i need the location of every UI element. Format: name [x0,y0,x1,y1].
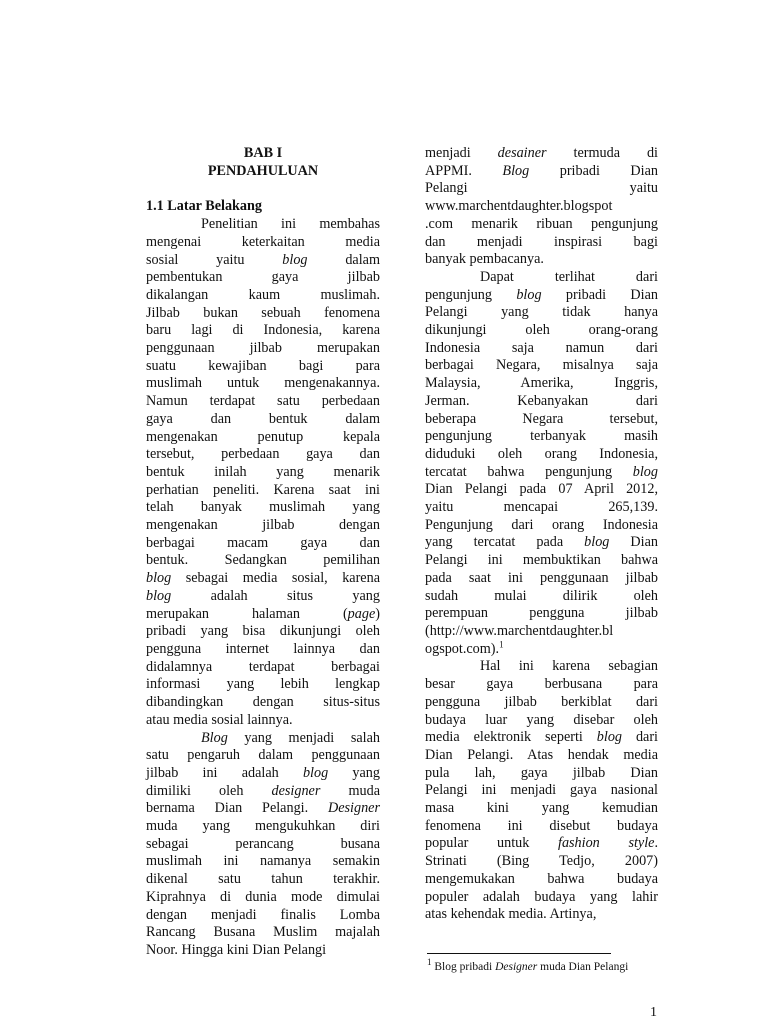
text-line [425,747,658,765]
text-line [146,907,380,925]
text-run: pula lah, gaya jilbab Dian [425,764,658,781]
text-run: Hal ini karena sebagian [480,658,658,675]
italic-text-run: Blog [201,729,228,746]
text-run: bentuk. Sedangkan pemilihan [146,552,380,569]
text-line [146,535,380,553]
text-line [425,818,658,836]
text-run: Pelangi yaitu [425,180,658,197]
text-run: diduduki oleh orang Indonesia, [425,445,658,462]
text-run: merupakan halaman ( [146,605,348,622]
text-run: sosial yaitu [146,251,283,268]
text-line [146,499,380,517]
italic-text-run: blog [516,286,542,303]
text-line [146,570,380,588]
text-line [146,694,380,712]
text-run: muda yang mengukuhkan diri [146,818,380,835]
right-column [425,145,658,924]
text-run: Dian [609,534,658,551]
text-run: pribadi Dian [541,286,658,303]
text-run: sudah mulai dilirik oleh [425,587,658,604]
footnote-text-after: muda Dian Pelangi [537,961,629,973]
italic-text-run: blog [146,570,172,587]
text-line [425,871,658,889]
text-line [425,712,658,730]
text-line [425,145,658,163]
chapter-title: PENDAHULUAN [207,162,319,179]
text-run: yang menjadi salah [227,729,380,746]
text-run: informasi yang lebih lengkap [146,676,380,693]
text-line [146,853,380,871]
text-run: www.marchentdaughter.blogspot [425,198,613,215]
text-line [425,251,658,269]
text-run: ) [375,605,380,622]
text-line [425,782,658,800]
text-run: perhatian peneliti. Karena saat ini [146,481,380,498]
text-run: Dapat terlihat dari [480,268,658,285]
footnote-text-before: Blog pribadi [434,961,496,973]
text-run: Dian Pelangi pada 07 April 2012, [425,481,658,498]
text-line [146,429,380,447]
footnote-separator [427,953,611,954]
text-run: Noor. Hingga kini Dian Pelangi [146,941,327,958]
text-line [425,269,658,287]
text-line [425,605,658,623]
text-line [146,588,380,606]
text-run: Kiprahnya di dunia mode dimulai [146,888,380,905]
text-line [146,234,380,252]
text-line [146,482,380,500]
text-run: atas kehendak media. Artinya, [425,906,597,923]
text-line [146,924,380,942]
text-run: Jerman. Kebanyakan dari [425,392,658,409]
italic-text-run: page [347,605,376,622]
text-run: dimiliki oleh [146,782,272,799]
text-run: sebagai perancang busana [146,835,380,852]
text-run: besar gaya berbusana para [425,676,658,693]
text-run: gaya dan bentuk dalam [146,410,380,427]
text-line [146,358,380,376]
text-line [146,340,380,358]
text-line [425,765,658,783]
text-run: Strinati (Bing Tedjo, 2007) [425,853,658,870]
text-run: berbagai Negara, misalnya saja [425,357,658,374]
text-line [425,552,658,570]
text-line [146,393,380,411]
text-run: Namun terdapat satu perbedaan [146,393,380,410]
text-line [146,305,380,323]
text-run: populer adalah budaya yang lahir [425,888,658,905]
text-line [425,411,658,429]
text-line [146,517,380,535]
text-line [146,375,380,393]
text-line [425,393,658,411]
text-line [425,446,658,464]
text-run: pada saat ini penggunaan jilbab [425,569,658,586]
text-line [425,676,658,694]
text-line [425,481,658,499]
text-line [146,942,380,960]
text-line [425,216,658,234]
text-run: mengenakan jilbab dengan [146,517,380,534]
text-run: Pelangi ini membuktikan bahwa [425,552,658,569]
text-run: masa kini yang kemudian [425,800,658,817]
text-run: Pelangi yang tidak hanya [425,304,658,321]
text-line [146,322,380,340]
text-line [146,800,380,818]
text-run: pengguna internet lainnya dan [146,640,380,657]
text-run: sebagai media sosial, karena [171,570,380,587]
italic-text-run: blog [282,251,308,268]
text-run: Jilbab bukan sebuah fenomena [146,304,380,321]
text-line [425,499,658,517]
text-line [425,694,658,712]
text-line [146,552,380,570]
text-line [425,163,658,181]
text-run: fenomena ini disebut budaya [425,817,658,834]
text-run: muslimah ini namanya semakin [146,853,380,870]
text-run: termuda di [546,145,658,161]
italic-text-run: blog [596,729,623,746]
section-heading: 1.1 Latar Belakang [146,198,263,215]
chapter-number: BAB I [243,145,283,161]
text-run: Pelangi ini menjadi gaya nasional [425,782,658,799]
text-run: tercatat bahwa pengunjung [425,463,633,480]
text-run: yaitu mencapai 265,139. [425,499,658,516]
text-run: popular untuk [425,835,558,852]
text-line [425,287,658,305]
text-run: mengemukakan bahwa budaya [425,870,658,887]
text-run: pribadi Dian [529,162,658,179]
text-run: pengguna jilbab berkiblat dari [425,693,658,710]
text-run: media elektronik seperti [425,729,597,746]
text-line [146,730,380,748]
text-run: didalamnya terdapat berbagai [146,658,380,675]
text-run: dikenal satu tahun terakhir. [146,871,380,888]
italic-text-run: blog [302,764,329,781]
footnote-marker: 1 [427,957,432,968]
text-run: APPMI. [425,162,503,179]
text-line [425,853,658,871]
text-run: banyak pembacanya. [425,251,544,268]
text-run: telah banyak muslimah yang [146,499,380,516]
text-run: pembentukan gaya jilbab [146,269,380,286]
text-run: Dian Pelangi. Atas hendak media [425,746,658,763]
text-run: satu pengaruh dalam penggunaan [146,747,380,764]
text-line [425,906,658,924]
text-line [425,340,658,358]
text-run: yang tercatat pada [425,534,585,551]
left-column [146,145,380,960]
text-run: mengenakan penutup kepala [146,428,380,445]
text-line [425,180,658,198]
text-line [146,712,380,730]
text-line [146,871,380,889]
text-line [425,198,658,216]
page-number: 1 [650,1005,657,1020]
text-line [425,234,658,252]
italic-text-run: blog [632,463,658,480]
text-run: Rancang Busana Muslim majalah [146,924,380,941]
text-line [425,658,658,676]
text-line [425,570,658,588]
text-run: dengan menjadi finalis Lomba [146,906,380,923]
text-line [146,765,380,783]
italic-text-run: designer [271,782,321,799]
text-line [146,783,380,801]
text-line [425,534,658,552]
text-run: ogspot.com). [425,640,500,657]
text-line [146,216,380,234]
footnote-reference: 1 [499,638,504,649]
text-line [425,623,658,641]
text-run: Indonesia saja namun dari [425,339,658,356]
text-line [425,835,658,853]
text-line [425,517,658,535]
text-run: penggunaan jilbab merupakan [146,340,380,357]
text-run: dari [622,729,658,746]
text-run: .com menarik ribuan pengunjung [425,215,658,232]
right-body-text [425,145,658,924]
text-line [425,304,658,322]
italic-text-run: fashion style [558,835,655,852]
text-line [425,800,658,818]
text-line [146,606,380,624]
text-line [425,375,658,393]
text-line [425,428,658,446]
text-run: pengunjung terbanyak masih [425,428,658,445]
text-line [146,287,380,305]
footnote-italic: Designer [495,961,538,973]
text-run: budaya luar yang disebar oleh [425,711,658,728]
text-run: menjadi [425,145,498,161]
text-line [146,659,380,677]
text-run: mengenai keterkaitan media [146,233,380,250]
text-run: dikalangan kaum muslimah. [146,286,380,303]
text-run: suatu kewajiban bagi para [146,357,380,374]
text-run: pribadi yang bisa dikunjungi oleh [146,623,380,640]
text-run: yang [328,764,380,781]
text-line [425,322,658,340]
text-line [146,623,380,641]
text-run: bernama Dian Pelangi. [146,800,328,817]
text-line [146,641,380,659]
text-run: tersebut, perbedaan gaya dan [146,446,380,463]
text-line [146,889,380,907]
text-run: Penelitian ini membahas [201,216,380,233]
text-run: jilbab ini adalah [146,764,303,781]
text-run: adalah situs yang [171,587,380,604]
text-line [425,464,658,482]
italic-text-run: Blog [502,162,530,179]
italic-text-run: blog [146,587,172,604]
footnote [427,957,629,974]
text-run: dan menjadi inspirasi bagi [425,233,658,250]
text-line [146,464,380,482]
text-run: atau media sosial lainnya. [146,711,293,728]
text-line [146,446,380,464]
text-line [146,818,380,836]
text-line [425,889,658,907]
text-run: Pengunjung dari orang Indonesia [425,516,658,533]
text-line [146,269,380,287]
text-run: perempuan pengguna jilbab [425,605,658,622]
text-line [146,836,380,854]
left-body-text [146,216,380,960]
text-run: dalam [307,251,380,268]
text-run: Malaysia, Amerika, Inggris, [425,375,658,392]
italic-text-run: blog [584,534,610,551]
text-run: muslimah untuk mengenakannya. [146,375,380,392]
text-line [425,357,658,375]
text-line [146,411,380,429]
text-run: beberapa Negara tersebut, [425,410,658,427]
text-run: baru lagi di Indonesia, karena [146,322,380,339]
text-run: dibandingkan dengan situs-situs [146,694,380,711]
text-line [425,638,658,659]
text-run: . [654,835,658,852]
text-line [146,747,380,765]
text-line [146,676,380,694]
text-run: berbagai macam gaya dan [146,534,380,551]
text-run: pengunjung [425,286,517,303]
text-line [146,252,380,270]
text-line [425,729,658,747]
text-line [425,588,658,606]
italic-text-run: Designer [327,800,380,817]
text-run: dikunjungi oleh orang-orang [425,322,658,339]
text-run: bentuk inilah yang menarik [146,463,380,480]
text-run: muda [320,782,380,799]
italic-text-run: desainer [497,145,547,161]
text-run: (http://www.marchentdaughter.bl [425,622,614,639]
